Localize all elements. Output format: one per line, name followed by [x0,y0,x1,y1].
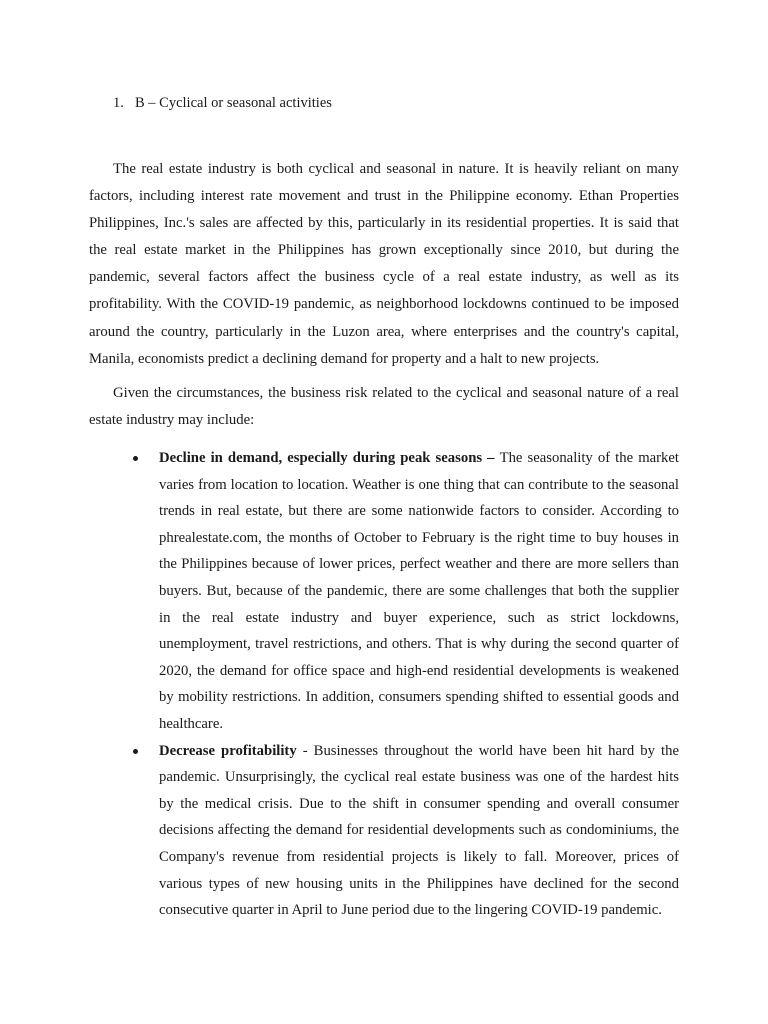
list-item [159,738,679,924]
section-title: B – Cyclical or seasonal activities [135,95,332,111]
bullet-separator: – [482,450,500,466]
paragraph-risks: Given the circumstances, the business risk related to the cyclical and seasonal nature of a real estate industry may include: [89,385,679,429]
bullet-body: Businesses throughout the world have been hit hard by the pandemic. Unsurprisingly, the cyclical real estate business was one of the hardest hits by the medical crisis. Due to the shift in consumer spending and overall consumer decisions affecting the demand for residential developments such as condominiums, the Company's revenue from residential projects is likely to fall. Moreover, prices of various types of new housing units in the Philippines have declined for the second consecutive quarter in April to June period due to the lingering COVID-19 pandemic. [159,742,679,919]
paragraph-intro: The real estate industry is both cyclical and seasonal in nature. It is heavily reliant on many factors, including interest rate movement and trust in the Philippine economy. Ethan Properties Philippines, Inc.'s sales are affected by this, particularly in its residential properties. It is said that the real estate market in the Philippines has grown exceptionally since 2010, but during the pandemic, several factors affect the business cycle of a real estate industry, as well as its profitability. With the COVID-19 pandemic, as neighborhood lockdowns continued to be imposed around the country, particularly in the Luzon area, where enterprises and the country's capital, Manila, economists predict a declining demand for property and a halt to new projects. [89,161,679,367]
bullet-body: The seasonality of the market varies from location to location. Weather is one thing that can contribute to the seasonal trends in real estate, but there are some nationwide factors to consider. According to phrealestate.com, the months of October to February is the right time to buy houses in the Philippines because of lower prices, perfect weather and there are more sellers than buyers. But, because of the pandemic, there are some challenges that both the supplier in the real estate industry and buyer experience, such as strict lockdowns, unemployment, travel restrictions, and others. That is why during the second quarter of 2020, the demand for office space and high-end residential developments is weakened by mobility restrictions. In addition, consumers spending shifted to essential goods and healthcare. [159,450,679,732]
list-item [159,445,679,738]
section-number: 1. [113,95,124,111]
section-heading [113,93,332,113]
bullet-title: Decline in demand, especially during peak seasons [159,450,483,466]
bullet-separator: - [296,742,314,759]
risk-list [159,445,679,924]
bullet-title: Decrease profitability [159,742,297,759]
bullet-icon [133,456,138,461]
bullet-icon [133,749,138,754]
